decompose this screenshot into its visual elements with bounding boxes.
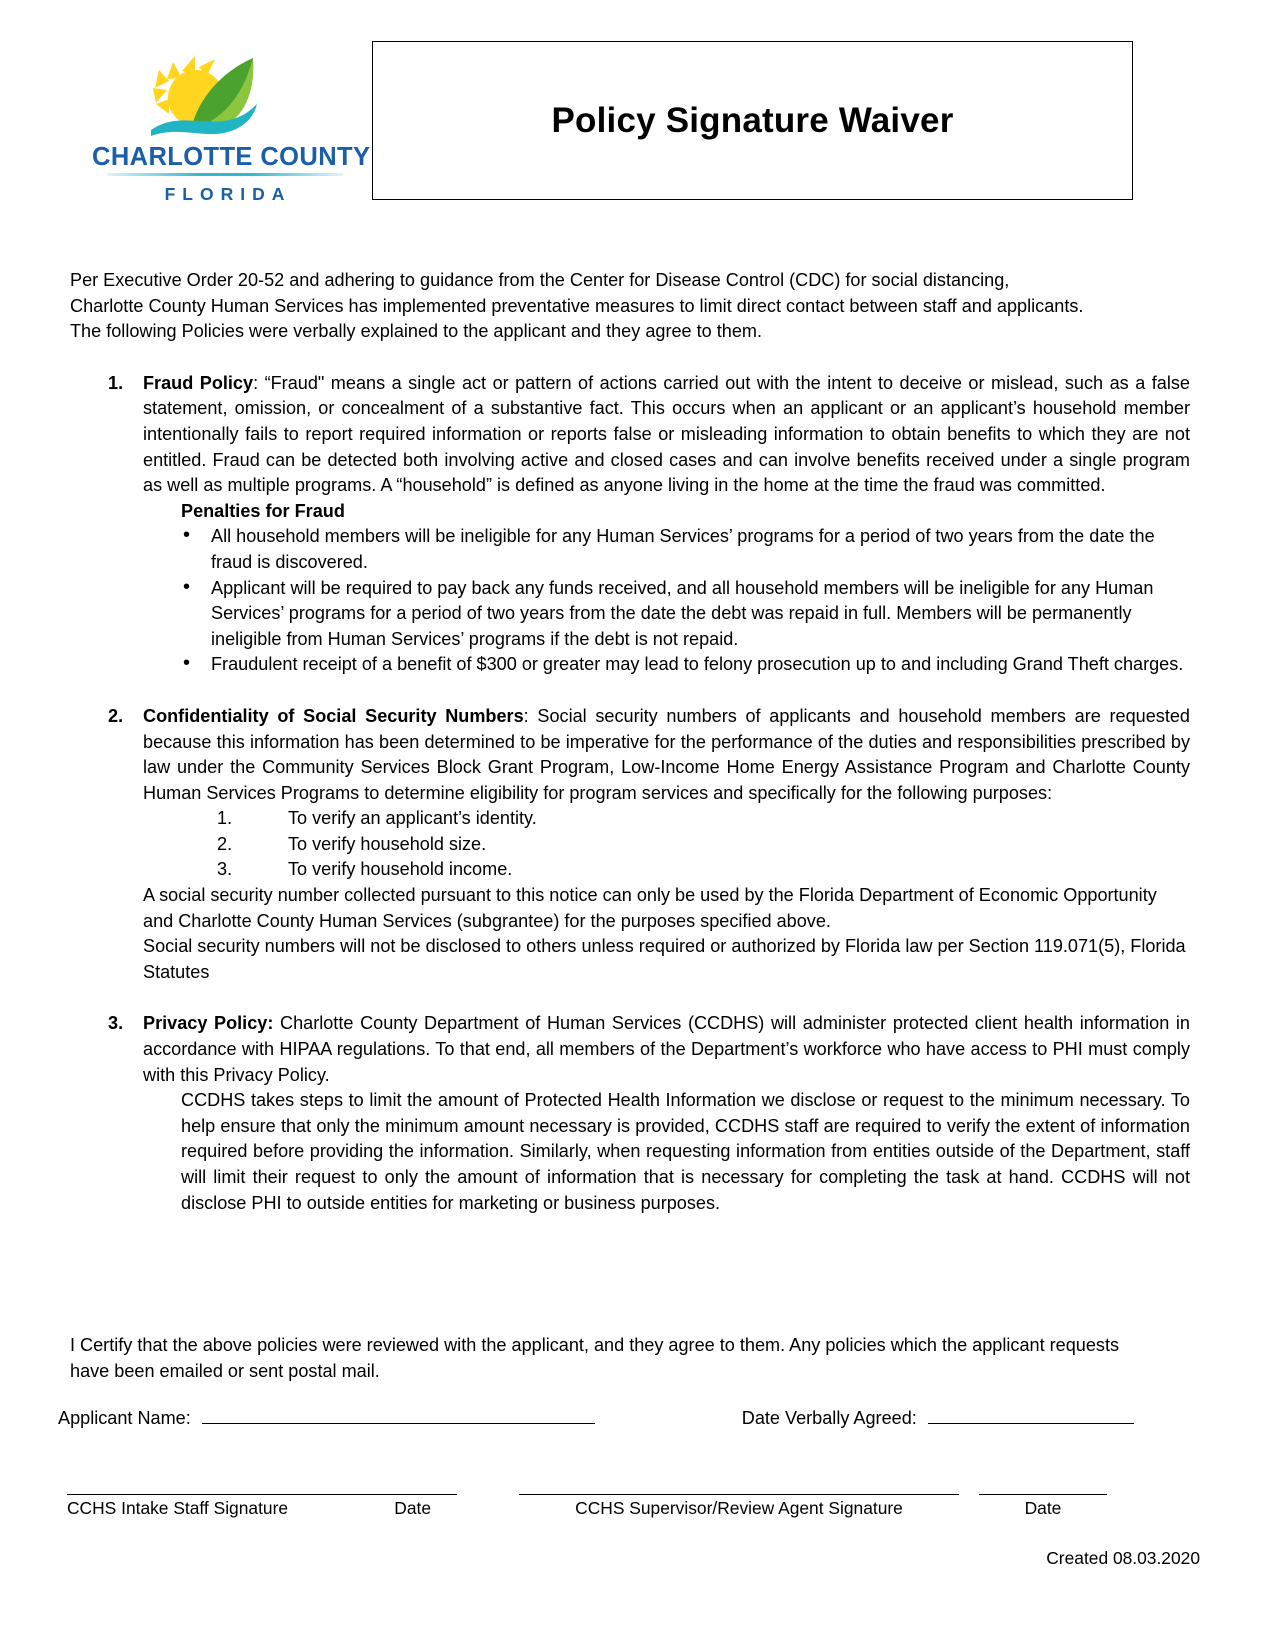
bullet-icon: • — [183, 575, 191, 598]
bullet-icon: • — [183, 652, 191, 675]
policy-number: 2. — [108, 705, 124, 726]
logo-county-word: COUNTY — [260, 143, 371, 171]
intake-date-caption: Date — [394, 1498, 431, 1518]
policy-body: Social security numbers of applicants and household members are requested because this information has been determined to be imperative for the performance of the duties and responsibilities prescribed by law under the Community Services Block Grant Program, Low-Income Home Energy Assistance Program and Charlotte County Human Services Programs to determine eligibility for program services and specifically for the following purposes: — [143, 705, 1190, 803]
logo-wordmark — [92, 143, 371, 205]
signature-block — [58, 1408, 1218, 1518]
logo-state-text: FLORIDA — [164, 183, 292, 204]
bullet-text: Fraudulent receipt of a benefit of $300 or greater may lead to felony prosecution up to and including Grand Theft charges. — [211, 654, 1184, 675]
policy-number: 3. — [108, 1013, 124, 1034]
supervisor-date-column — [979, 1493, 1107, 1519]
charlotte-county-logo — [92, 46, 371, 204]
ssn-disclosure-paragraph: Social security numbers will not be disclosed to others unless required or authorized by Florida law per Section 119.071(5), Florida Statutes — [143, 936, 1186, 982]
list-item — [143, 832, 1190, 858]
ssn-usage-paragraph: A social security number collected pursuant to this notice can only be used by the Florida Department of Economic Opportunity and Charlotte County Human Services (subgrantee) for the purposes specified above. — [143, 885, 1157, 931]
penalties-bullet-list — [143, 524, 1190, 678]
supervisor-date-caption: Date — [1024, 1498, 1062, 1518]
policy-body: Charlotte County Department of Human Services (CCDHS) will administer protected client health information in accordance with HIPAA regulations. To that end, all members of the Department’s workforce who have access to PHI must comply with this Privacy Policy. — [143, 1013, 1190, 1085]
policy-title: Confidentiality of Social Security Numbers — [143, 705, 524, 726]
applicant-name-input[interactable] — [202, 1422, 595, 1424]
supervisor-column — [519, 1493, 959, 1519]
bullet-icon: • — [183, 524, 191, 547]
policy-paragraph — [143, 371, 1190, 499]
purpose-number: 1. — [217, 808, 233, 829]
privacy-minimum-necessary-paragraph: CCDHS takes steps to limit the amount of Protected Health Information we disclose or request to the minimum necessary. To help ensure that only the minimum amount necessary is provided, CCDHS staff are required to verify the extent of information required before providing the information. Similarly, when requesting information from entities outside of the Department, staff will limit their request to only the amount of information that is necessary for completing the task at hand. CCDHS will not disclose PHI to outside entities for marketing or business purposes. — [181, 1090, 1190, 1213]
logo-underline-rule — [107, 173, 343, 176]
purpose-text: To verify household size. — [288, 833, 487, 854]
list-item — [143, 524, 1190, 575]
purpose-text: To verify an applicant’s identity. — [288, 808, 537, 829]
title-box — [372, 41, 1133, 200]
supervisor-signature-input[interactable] — [519, 1493, 959, 1495]
policy-item-fraud — [70, 371, 1190, 678]
document-body — [70, 268, 1190, 1216]
policy-title-suffix: : — [523, 705, 529, 726]
applicant-row — [58, 1408, 1218, 1429]
logo-county-text — [92, 143, 371, 171]
intake-caption-row — [67, 1495, 457, 1519]
bullet-text: All household members will be ineligible for any Human Services’ programs for a period of two years from the date the fraud is discovered. — [211, 526, 1155, 572]
supervisor-date-input[interactable] — [979, 1493, 1107, 1495]
policy-title: Privacy Policy: — [143, 1013, 274, 1034]
purpose-text: To verify household income. — [288, 859, 513, 880]
policy-paragraph — [143, 1011, 1190, 1088]
list-item — [143, 806, 1190, 832]
applicant-name-label: Applicant Name: — [58, 1408, 191, 1428]
date-agreed-label: Date Verbally Agreed: — [741, 1408, 917, 1428]
intro-paragraph: Per Executive Order 20-52 and adhering to guidance from the Center for Disease Control (CDC) for social distancing, Charlotte County Human Services has implemented preventative measures to limit direct contact between staff and applicants. The following Policies were verbally explained to the applicant and they agree to them. — [70, 270, 1084, 342]
list-item — [143, 576, 1190, 653]
intake-staff-caption: CCHS Intake Staff Signature — [67, 1498, 289, 1518]
page-title: Policy Signature Waiver — [551, 100, 954, 140]
list-item — [143, 652, 1190, 678]
sun-leaf-water-icon — [125, 46, 325, 142]
purpose-number: 3. — [217, 859, 233, 880]
policy-list — [70, 371, 1190, 1216]
penalties-subheading: Penalties for Fraud — [181, 500, 345, 521]
certification-paragraph: I Certify that the above policies were reviewed with the applicant, and they agree to them. Any policies which the applicant requests have been emailed or sent postal mail. — [70, 1335, 1120, 1381]
date-agreed-input[interactable] — [928, 1422, 1134, 1424]
bullet-text: Applicant will be required to pay back any funds received, and all household members will be ineligible for any Human Services’ programs for a period of two years from the date the debt was repaid in full. Members will be permanently ineligible from Human Services’ programs if the debt is not repaid. — [211, 577, 1154, 649]
policy-number: 1. — [108, 372, 124, 393]
created-date: Created 08.03.2020 — [1046, 1548, 1200, 1568]
list-item — [143, 857, 1190, 883]
logo-emblem — [92, 46, 357, 144]
purposes-list — [143, 806, 1190, 883]
policy-item-privacy — [70, 1011, 1190, 1216]
policy-item-confidentiality — [70, 704, 1190, 986]
intake-staff-column — [67, 1493, 457, 1519]
policy-body: “Fraud" means a single act or pattern of actions carried out with the intent to deceive or mislead, such as a false statement, omission, or concealment of a substantive fact. This occurs when an applicant or an applicant’s household member intentionally fails to report required information or reports false or misleading information to obtain benefits to which they are not entitled. Fraud can be detected both involving active and closed cases and can involve benefits received under a single program as well as multiple programs. A “household” is defined as anyone living in the home at the time the fraud was committed. — [143, 372, 1190, 496]
policy-paragraph — [143, 704, 1190, 806]
purpose-number: 2. — [217, 833, 233, 854]
document-header — [0, 36, 1275, 206]
supervisor-caption: CCHS Supervisor/Review Agent Signature — [575, 1498, 903, 1518]
logo-county-name: CHARLOTTE — [92, 143, 253, 171]
policy-title-suffix: : — [253, 372, 259, 393]
policy-title: Fraud Policy — [143, 372, 254, 393]
